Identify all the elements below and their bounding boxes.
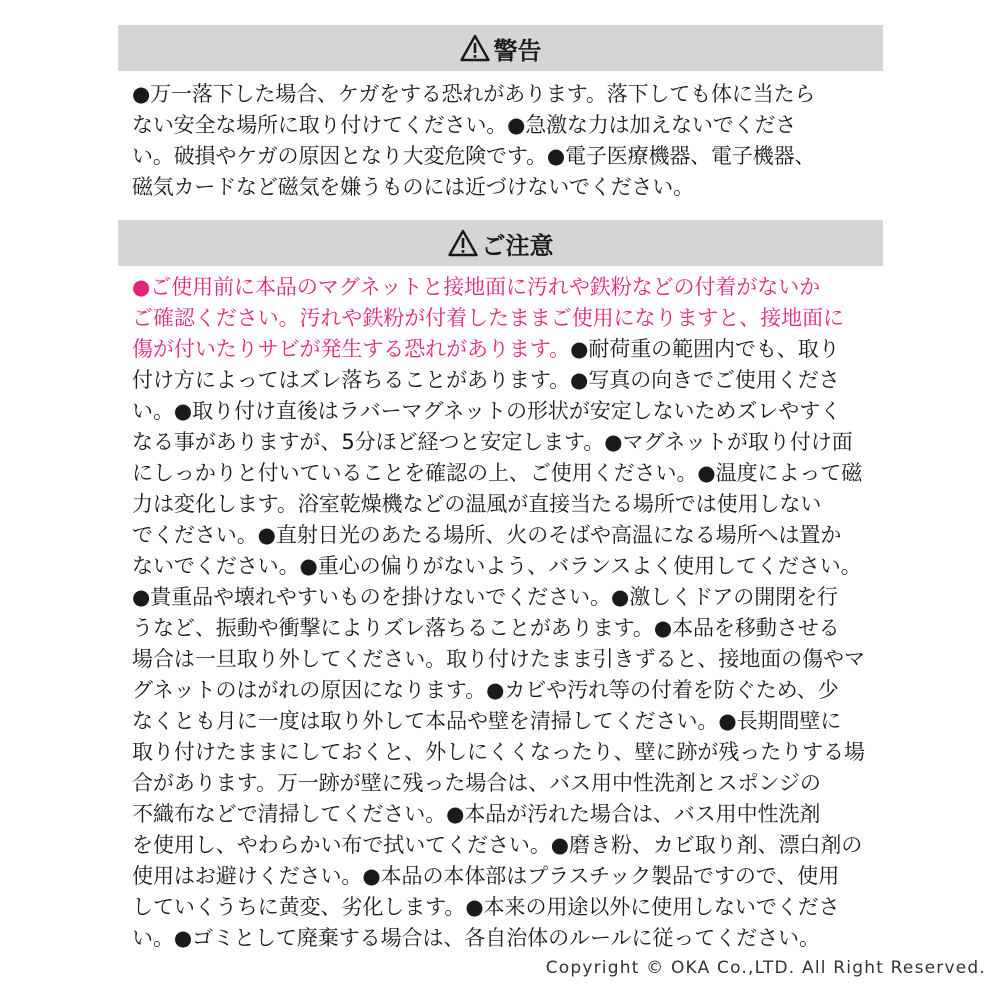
caution-body-text: ●耐荷重の範囲内でも、取り bbox=[570, 337, 840, 361]
caution-line bbox=[132, 489, 872, 520]
caution-body-text: 取り付けたままにしておくと、外しにくくなったり、壁に跡が残ったりする場 bbox=[132, 740, 865, 764]
caution-title: ご注意 bbox=[481, 231, 554, 260]
caution-body-text: なくとも月に一度は取り外して本品や壁を清掃してください。●長期間壁に bbox=[132, 709, 842, 733]
warning-text bbox=[132, 79, 872, 203]
caution-line bbox=[132, 675, 872, 706]
warning-header bbox=[118, 25, 883, 71]
caution-body-text: なる事がありますが、5分ほど経つと安定します。●マグネットが取り付け面 bbox=[132, 430, 853, 454]
caution-line bbox=[132, 861, 872, 892]
caution-line bbox=[132, 365, 872, 396]
warning-triangle-icon bbox=[448, 229, 478, 257]
caution-body-text: していくうちに黄変、劣化します。●本来の用途以外に使用しないでくださ bbox=[132, 895, 840, 919]
caution-line bbox=[132, 923, 872, 954]
caution-body-text: 力は変化します。浴室乾燥機などの温風が直接当たる場所では使用しない bbox=[132, 492, 822, 516]
caution-body-text: い。●ゴミとして廃棄する場合は、各自治体のルールに従ってください。 bbox=[132, 926, 820, 950]
warning-line: い。破損やケガの原因となり大変危険です。●電子医療機器、電子機器、 bbox=[132, 144, 816, 168]
caution-body-text: ないでください。●重心の偏りがないよう、バランスよく使用してください。 bbox=[132, 554, 862, 578]
caution-body-text: 付け方によってはズレ落ちることがあります。●写真の向きでご使用くださ bbox=[132, 368, 840, 392]
caution-line bbox=[132, 427, 872, 458]
warning-line: ●万一落下した場合、ケガをする恐れがあります。落下しても体に当たら bbox=[132, 82, 816, 106]
caution-line bbox=[132, 613, 872, 644]
warning-line: 磁気カードなど磁気を嫌うものには近づけないでください。 bbox=[132, 175, 694, 199]
caution-body-text: を使用し、やわらかい布で拭いてください。●磨き粉、カビ取り剤、漂白剤の bbox=[132, 833, 863, 857]
caution-body-text: い。●取り付け直後はラバーマグネットの形状が安定しないためズレやすく bbox=[132, 399, 842, 423]
caution-line bbox=[132, 768, 872, 799]
caution-highlight-text: 傷が付いたりサビが発生する恐れがあります。 bbox=[132, 337, 571, 361]
caution-body-text: 不織布などで清掃してください。●本品が汚れた場合は、バス用中性洗剤 bbox=[132, 802, 821, 826]
warning-line: ない安全な場所に取り付けてください。●急激な力は加えないでくださ bbox=[132, 113, 797, 137]
caution-line bbox=[132, 458, 872, 489]
caution-line bbox=[132, 830, 872, 861]
caution-body-text: うなど、振動や衝撃によりズレ落ちることがあります。●本品を移動させる bbox=[132, 616, 840, 640]
caution-body-text: ●貴重品や壊れやすいものを掛けないでください。●激しくドアの開閉を行 bbox=[132, 585, 838, 609]
caution-line bbox=[132, 706, 872, 737]
caution-line bbox=[132, 892, 872, 923]
warning-title: 警告 bbox=[493, 36, 542, 65]
caution-body-text: にしっかりと付いていることを確認の上、ご使用ください。●温度によって磁 bbox=[132, 461, 863, 485]
caution-body-text: グネットのはがれの原因になります。●カビや汚れ等の付着を防ぐため、少 bbox=[132, 678, 839, 702]
copyright-notice: Copyright © OKA Co.,LTD. All Right Reserved. bbox=[545, 958, 986, 978]
caution-line bbox=[132, 737, 872, 768]
caution-line bbox=[132, 334, 872, 365]
caution-text bbox=[132, 272, 872, 954]
caution-line bbox=[132, 520, 872, 551]
caution-header bbox=[118, 220, 883, 266]
caution-body-text: でください。●直射日光のあたる場所、火のそばや高温になる場所へは置か bbox=[132, 523, 842, 547]
caution-highlight-text: ご確認ください。汚れや鉄粉が付着したままご使用になりますと、接地面に bbox=[132, 306, 844, 330]
caution-line bbox=[132, 303, 872, 334]
caution-line bbox=[132, 582, 872, 613]
caution-highlight-text: ●ご使用前に本品のマグネットと接地面に汚れや鉄粉などの付着がないか bbox=[132, 275, 821, 299]
caution-body-text: 合があります。万一跡が壁に残った場合は、バス用中性洗剤とスポンジの bbox=[132, 771, 821, 795]
warning-triangle-icon bbox=[460, 34, 490, 62]
caution-line bbox=[132, 644, 872, 675]
caution-line bbox=[132, 396, 872, 427]
caution-body-text: 場合は一旦取り外してください。取り付けたまま引きずると、接地面の傷やマ bbox=[132, 647, 865, 671]
caution-body-text: 使用はお避けください。●本品の本体部はプラスチック製品ですので、使用 bbox=[132, 864, 840, 888]
caution-line bbox=[132, 272, 872, 303]
caution-line bbox=[132, 799, 872, 830]
caution-line bbox=[132, 551, 872, 582]
